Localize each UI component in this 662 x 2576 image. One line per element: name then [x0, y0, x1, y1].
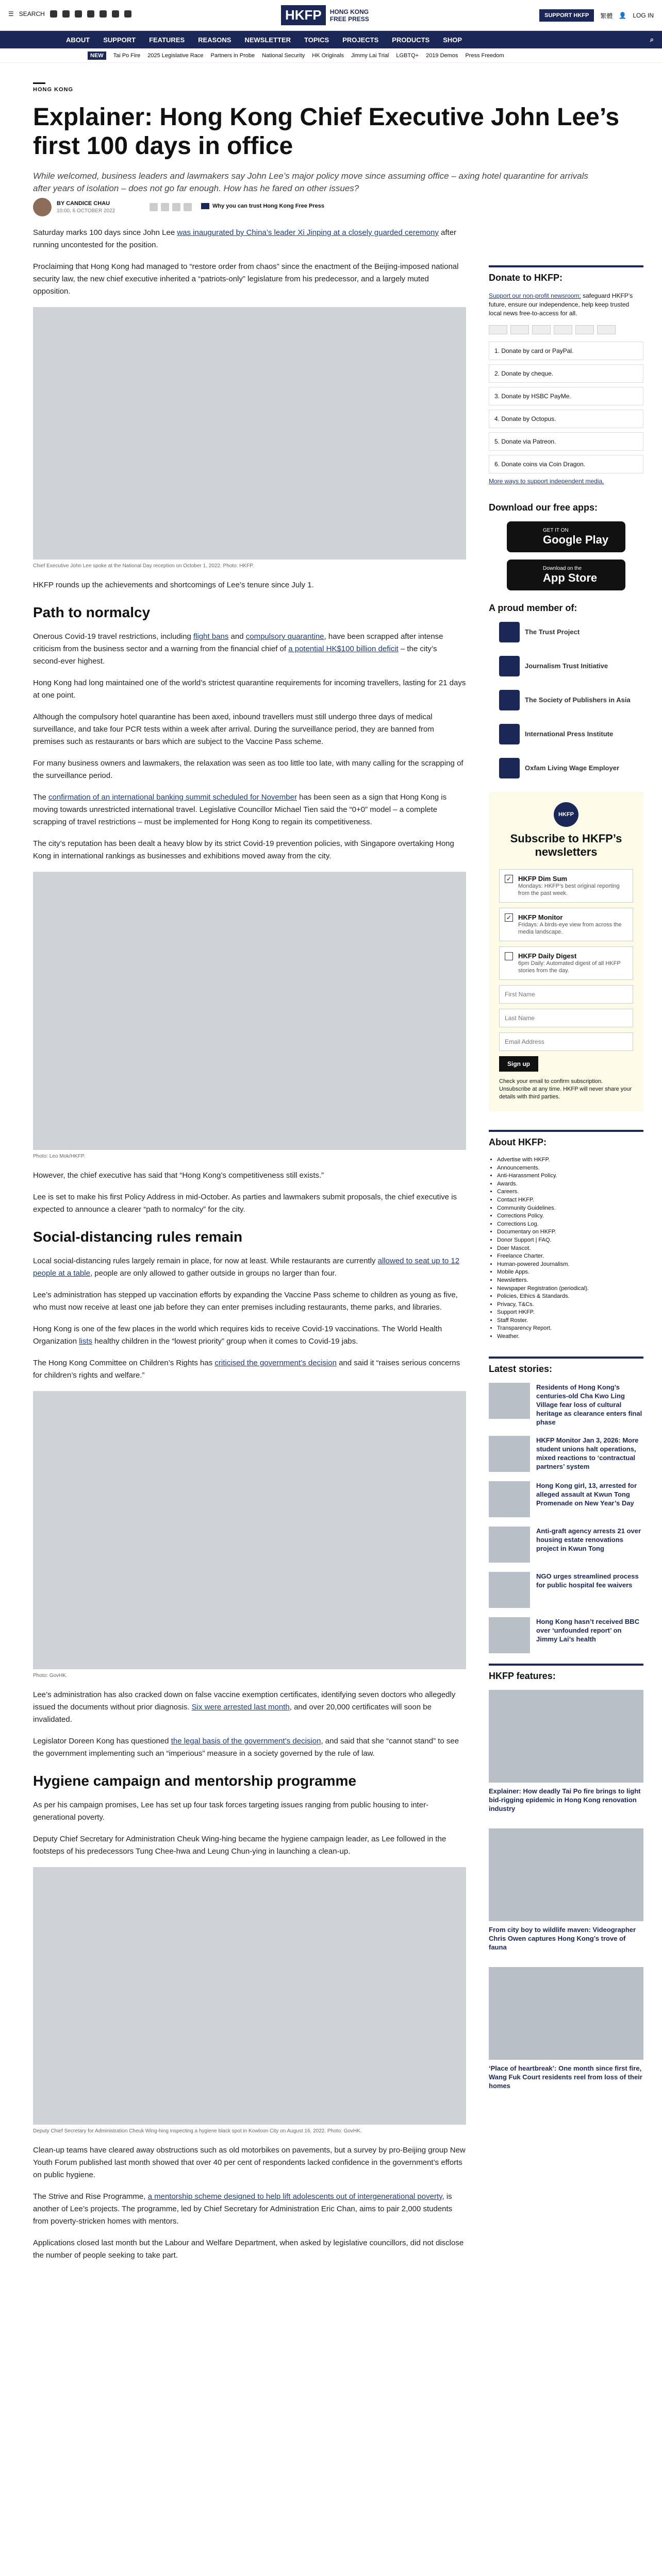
- paragraph: Deputy Chief Secretary for Administration Cheuk Wing-hing became the hygiene campaign leader, as Lee followed in the footsteps of his predecessors Tung Chee-hwa and Leung Chun-ying in launching a clean-up.: [33, 1835, 446, 1856]
- threads-icon[interactable]: [87, 10, 94, 18]
- paragraph: The city’s reputation has been dealt a heavy blow by its strict Covid-19 prevention policies, with Singapore overtaking Hong Kong in international rankings as businesses and exhibitions moved away from the city.: [33, 839, 454, 860]
- about-link[interactable]: • Corrections Log.: [497, 1221, 643, 1229]
- publish-date: 10:00, 6 OCTOBER 2022: [57, 208, 115, 214]
- story-thumbnail[interactable]: [489, 1383, 530, 1419]
- newsletter-option-title: HKFP Daily Digest: [518, 952, 577, 960]
- paragraph: The Hong Kong Committee on Children’s Rights has criticised the government’s decision and said it “raises serious concerns for children’s rights and welfare.”: [33, 1359, 460, 1380]
- about-link[interactable]: • Newspaper Registration (periodical).: [497, 1285, 643, 1293]
- newsletter-title: Subscribe to HKFP’s newsletters: [510, 832, 622, 858]
- trust-link-label: Why you can trust Hong Kong Free Press: [212, 203, 324, 209]
- apps-title: Download our free apps:: [489, 502, 598, 513]
- about-link[interactable]: • Advertise with HKFP.: [497, 1156, 643, 1164]
- ticker-item[interactable]: LGBTQ+: [396, 52, 419, 59]
- photo-caption: Chief Executive John Lee spoke at the National Day reception on October 1, 2022. Photo: HKFP.: [33, 563, 254, 569]
- nav-item-topics[interactable]: TOPICS: [304, 36, 329, 44]
- donate-option[interactable]: 2. Donate by cheque.: [489, 364, 643, 383]
- top-left-tools: [8, 10, 131, 18]
- member-logo[interactable]: [489, 724, 643, 744]
- donate-option[interactable]: 6. Donate coins via Coin Dragon.: [489, 455, 643, 473]
- inline-link[interactable]: compulsory quarantine: [245, 632, 324, 641]
- ticker-item[interactable]: Partners in Probe: [210, 52, 255, 59]
- donate-title: Donate to HKFP:: [489, 273, 562, 283]
- about-link[interactable]: • Human-powered Journalism.: [497, 1261, 643, 1269]
- newsletter-logo: HKFP: [554, 802, 578, 827]
- about-link[interactable]: • Donor Support | FAQ.: [497, 1236, 643, 1245]
- logo-line-2: FREE PRESS: [329, 15, 369, 23]
- nav-item-newsletter[interactable]: NEWSLETTER: [244, 36, 291, 44]
- top-bar: [0, 0, 662, 31]
- feature-title[interactable]: Explainer: How deadly Tai Po fire brings to light bid-rigging epidemic in Hong Kong renovation industry: [489, 1787, 641, 1812]
- newsletter-checkbox[interactable]: [505, 952, 513, 960]
- member-name: Journalism Trust Initiative: [525, 662, 608, 670]
- trust-icon: [201, 203, 209, 209]
- logo-line-1: HONG KONG: [329, 8, 369, 15]
- about-link[interactable]: • Doer Mascot.: [497, 1245, 643, 1253]
- ticker-item[interactable]: HK Originals: [312, 52, 344, 59]
- member-name: The Trust Project: [525, 628, 580, 636]
- donate-text: Support our non-profit newsroom: safeguard HKFP’s future, ensure our independence, help keep trusted local news free-to-access for all.: [489, 292, 633, 317]
- paragraph: Lee’s administration has also cracked down on false vaccine exemption certificates, identifying seven doctors who allegedly issued the documents without prior diagnosis. Six were arrested last month, and over 20,000 certificates will soon be invalidated.: [33, 1690, 456, 1724]
- share-x-icon[interactable]: [161, 203, 169, 211]
- top-right-tools: [539, 9, 654, 22]
- story-thumbnail[interactable]: [489, 1617, 530, 1653]
- ticker-item[interactable]: National Security: [262, 52, 305, 59]
- ticker-item[interactable]: 2025 Legislative Race: [147, 52, 204, 59]
- main-nav: [0, 31, 662, 48]
- features-title: HKFP features:: [489, 1664, 643, 1682]
- ticker-item[interactable]: Press Freedom: [465, 52, 504, 59]
- about-link[interactable]: • Privacy, T&Cs.: [497, 1301, 643, 1309]
- section-rule: [33, 82, 45, 84]
- photo-caption: Photo: GovHK.: [33, 1673, 68, 1679]
- feature-image[interactable]: [489, 1967, 643, 2060]
- share-email-icon[interactable]: [184, 203, 192, 211]
- section-heading: Social-distancing rules remain: [33, 1229, 243, 1245]
- donate-link[interactable]: Support our non-profit newsroom:: [489, 292, 581, 299]
- instagram-icon[interactable]: [75, 10, 82, 18]
- inline-link[interactable]: lists: [79, 1337, 93, 1346]
- newsletter-option-title: HKFP Monitor: [518, 913, 563, 921]
- newsletter-widget: [489, 792, 643, 1111]
- member-logo[interactable]: [489, 622, 643, 642]
- member-logo[interactable]: [489, 690, 643, 710]
- paragraph: Saturday marks 100 days since John Lee was inaugurated by China’s leader Xi Jinping at a closely guarded ceremony after running uncontested for the position.: [33, 228, 457, 249]
- sidebar: [489, 265, 643, 2106]
- byline: [33, 198, 115, 216]
- newsletter-option[interactable]: [499, 908, 633, 941]
- search-link[interactable]: SEARCH: [19, 10, 45, 18]
- section-label[interactable]: HONG KONG: [33, 87, 74, 93]
- facebook-icon[interactable]: [50, 10, 57, 18]
- app-store-badge[interactable]: [507, 560, 625, 590]
- story-thumbnail[interactable]: [489, 1436, 530, 1472]
- x-icon[interactable]: [62, 10, 70, 18]
- story-thumbnail[interactable]: [489, 1572, 530, 1608]
- paragraph: Applications closed last month but the Labour and Welfare Department, when asked by legislative councillors, did not disclose the number of people seeking to take part.: [33, 2239, 464, 2260]
- nav-item-reasons[interactable]: REASONS: [198, 36, 231, 44]
- nav-item-support[interactable]: SUPPORT: [103, 36, 136, 44]
- about-link[interactable]: • Newsletters.: [497, 1277, 643, 1285]
- paragraph: Proclaiming that Hong Kong had managed to “restore order from chaos” since the enactment of the Beijing-imposed national security law, the new chief executive inherited a “patriots-only” legislature from his predecessor, and a largely muted opposition.: [33, 262, 459, 296]
- share-facebook-icon[interactable]: [150, 203, 158, 211]
- newsletter-option-desc: 6pm Daily: Automated digest of all HKFP stories from the day.: [518, 960, 621, 974]
- gplay-big: Google Play: [543, 533, 609, 546]
- about-link[interactable]: • Careers.: [497, 1188, 643, 1196]
- feature-image[interactable]: [489, 1690, 643, 1783]
- share-whatsapp-icon[interactable]: [172, 203, 180, 211]
- member-logos: [489, 622, 643, 778]
- last-name-input[interactable]: [499, 1009, 633, 1027]
- telegram-icon[interactable]: [124, 10, 131, 18]
- paragraph: Hong Kong is one of the few places in the world which requires kids to receive Covid-19 vaccinations. The World Health Organization lists healthy children in the “lowest priority” group when it comes to Covid-19 jabs.: [33, 1325, 442, 1346]
- paragraph: HKFP rounds up the achievements and shortcomings of Lee’s tenure since July 1.: [33, 581, 314, 589]
- newsletter-option-desc: Mondays: HKFP’s best original reporting from the past week.: [518, 883, 620, 896]
- inline-link[interactable]: a potential HK$100 billion deficit: [288, 645, 399, 653]
- story-title[interactable]: Hong Kong hasn’t received BBC over ‘unfounded report’ on Jimmy Lai’s health: [536, 1617, 640, 1643]
- latest-story[interactable]: [489, 1481, 643, 1517]
- newsletter-option[interactable]: [499, 869, 633, 903]
- feature-title[interactable]: ‘Place of heartbreak’: One month since first fire, Wang Fuk Court residents reel from loss of their homes: [489, 2064, 642, 2090]
- inline-link[interactable]: a mentorship scheme designed to help lift adolescents out of intergenerational poverty: [147, 2192, 442, 2201]
- latest-title: Latest stories:: [489, 1357, 643, 1375]
- about-link[interactable]: • Announcements.: [497, 1164, 643, 1173]
- latest-story[interactable]: [489, 1527, 643, 1563]
- mastercard-icon: [510, 325, 529, 334]
- inline-link[interactable]: was inaugurated by China’s leader Xi Jinping at a closely guarded ceremony: [177, 228, 439, 237]
- support-hkfp-button[interactable]: SUPPORT HKFP: [539, 9, 594, 22]
- inline-link[interactable]: Six were arrested last month: [191, 1703, 290, 1711]
- ticker-item[interactable]: Tai Po Fire: [113, 52, 141, 59]
- article-photo: [33, 307, 466, 560]
- about-link[interactable]: • Policies, Ethics & Standards.: [497, 1293, 643, 1301]
- member-logo-icon: [499, 656, 520, 676]
- story-title[interactable]: HKFP Monitor Jan 3, 2026: More student unions halt operations, mixed reactions to ‘contractual partners’ system: [536, 1436, 639, 1470]
- youtube-icon[interactable]: [100, 10, 107, 18]
- paypal-icon: [532, 325, 551, 334]
- first-name-input[interactable]: [499, 985, 633, 1004]
- latest-story[interactable]: [489, 1572, 643, 1608]
- paragraph: Local social-distancing rules largely remain in place, for now at least. While restaurants are currently allowed to seat up to 12 people at a table, people are only allowed to gather outside in groups no larger than four.: [33, 1257, 460, 1278]
- donate-option[interactable]: 4. Donate by Octopus.: [489, 410, 643, 428]
- octopus-icon: [575, 325, 594, 334]
- feature-title[interactable]: From city boy to wildlife maven: Videographer Chris Owen captures Hong Kong’s trove of fauna: [489, 1925, 636, 1951]
- ticker-item[interactable]: 2019 Demos: [426, 52, 458, 59]
- logo-box: HKFP: [281, 5, 326, 25]
- member-name: Oxfam Living Wage Employer: [525, 764, 620, 772]
- story-title[interactable]: Anti-graft agency arrests 21 over housing estate renovations project in Kwun Tong: [536, 1527, 641, 1552]
- member-logo-icon: [499, 724, 520, 744]
- trust-link[interactable]: [201, 203, 324, 209]
- story-title[interactable]: NGO urges streamlined process for public hospital fee waivers: [536, 1572, 639, 1589]
- member-logo-icon: [499, 622, 520, 642]
- feature-image[interactable]: [489, 1828, 643, 1921]
- member-logo[interactable]: [489, 656, 643, 676]
- article-title: Explainer: Hong Kong Chief Executive John Lee’s first 100 days in office: [33, 104, 620, 160]
- about-link[interactable]: • Weather.: [497, 1333, 643, 1341]
- account-icon[interactable]: 👤: [619, 12, 627, 19]
- section-heading: Hygiene campaign and mentorship programme: [33, 1773, 357, 1789]
- paragraph: Hong Kong had long maintained one of the world’s strictest quarantine requirements for incoming travellers, lasting for 21 days at one point.: [33, 679, 466, 700]
- menu-icon[interactable]: ☰: [8, 10, 14, 18]
- nav-item-products[interactable]: PRODUCTS: [392, 36, 430, 44]
- newsletter-options: [499, 869, 633, 980]
- member-name: The Society of Publishers in Asia: [525, 696, 631, 704]
- section-heading: Path to normalcy: [33, 604, 151, 620]
- paragraph: Clean-up teams have cleared away obstructions such as old motorbikes on pavements, but a survey by pro-Beijing group New Youth Forum published last month showed that over 40 per cent of respondents lacked confidence in the government’s efforts on public hygiene.: [33, 2146, 466, 2179]
- newsletter-option[interactable]: [499, 946, 633, 980]
- inline-link[interactable]: criticised the government’s decision: [214, 1359, 337, 1367]
- email-icon[interactable]: [112, 10, 119, 18]
- donate-option[interactable]: 1. Donate by card or PayPal.: [489, 342, 643, 360]
- about-link[interactable]: • Support HKFP.: [497, 1309, 643, 1317]
- member-logo-icon: [499, 758, 520, 778]
- story-title[interactable]: Hong Kong girl, 13, arrested for alleged assault at Kwun Tong Promenade on New Year’s Day: [536, 1481, 637, 1507]
- email-input[interactable]: [499, 1032, 633, 1051]
- share-icons: [150, 203, 192, 211]
- google-play-badge[interactable]: [507, 521, 625, 552]
- newsletter-checkbox[interactable]: ✓: [505, 913, 513, 922]
- author-name[interactable]: BY CANDICE CHAU: [57, 200, 110, 207]
- topic-ticker: [0, 48, 662, 63]
- appstore-big: App Store: [543, 571, 598, 584]
- newsletter-note: Check your email to confirm subscription. Unsubscribe at any time. HKFP will never share your details with third parties.: [499, 1078, 632, 1100]
- nav-search-icon[interactable]: ⌕: [650, 36, 654, 43]
- inline-link[interactable]: confirmation of an international banking summit scheduled for November: [48, 793, 297, 802]
- latest-story[interactable]: [489, 1383, 643, 1427]
- donate-options: [489, 342, 643, 473]
- paragraph: However, the chief executive has said that “Hong Kong’s competitiveness still exists.”: [33, 1171, 324, 1180]
- about-title: About HKFP:: [489, 1130, 643, 1148]
- member-name: International Press Institute: [525, 730, 614, 738]
- nav-item-features[interactable]: FEATURES: [149, 36, 185, 44]
- article-photo: [33, 1391, 466, 1669]
- latest-story[interactable]: [489, 1617, 643, 1653]
- author-avatar: [33, 198, 52, 216]
- about-link[interactable]: • Contact HKFP.: [497, 1196, 643, 1205]
- about-link[interactable]: • Awards.: [497, 1180, 643, 1189]
- member-title: A proud member of:: [489, 603, 577, 613]
- about-link[interactable]: • Transparency Report.: [497, 1325, 643, 1333]
- ticker-item[interactable]: Jimmy Lai Trial: [351, 52, 389, 59]
- logo-text: [330, 8, 369, 23]
- photo-caption: Deputy Chief Secretary for Administration Cheuk Wing-hing inspecting a hygiene black spot in Kowloon City on August 16, 2022. Photo: GovHK.: [33, 2128, 362, 2134]
- paragraph: Lee is set to make his first Policy Address in mid-October. As parties and lawmakers submit proposals, the chief executive is expected to announce a clearer “path to normalcy” for the city.: [33, 1193, 457, 1214]
- inline-link[interactable]: allowed to seat up to 12 people at a table: [33, 1257, 460, 1278]
- photo-caption: Photo: Leo Mok/HKFP.: [33, 1154, 85, 1159]
- paragraph: Lee’s administration has stepped up vaccination efforts by expanding the Vaccine Pass scheme to children as young as five, who must now receive at least one jab before they can enter premises including restaurants, theme parks, and libraries.: [33, 1291, 458, 1312]
- about-link[interactable]: • Documentary on HKFP.: [497, 1228, 643, 1236]
- newsletter-option-title: HKFP Dim Sum: [518, 875, 568, 883]
- latest-story[interactable]: [489, 1436, 643, 1472]
- newsletter-checkbox[interactable]: ✓: [505, 875, 513, 883]
- gplay-small: GET IT ON: [543, 527, 569, 533]
- nav-item-shop[interactable]: SHOP: [443, 36, 462, 44]
- nav-item-about[interactable]: ABOUT: [66, 36, 90, 44]
- newsletter-option-desc: Fridays: A birds-eye view from across the media landscape.: [518, 922, 622, 935]
- payme-icon: [554, 325, 572, 334]
- story-thumbnail[interactable]: [489, 1527, 530, 1563]
- about-link[interactable]: • Anti-Harassment Policy.: [497, 1172, 643, 1180]
- paragraph: Legislator Doreen Kong has questioned the legal basis of the government’s decision, and said that she “cannot stand” to see the government implementing such an “imperious” measure in a society governed by the rule of law.: [33, 1737, 459, 1758]
- payment-logos: [489, 325, 643, 334]
- appstore-small: Download on the: [543, 565, 582, 571]
- member-logo[interactable]: [489, 758, 643, 778]
- login-link[interactable]: LOG IN: [633, 12, 654, 19]
- inline-link[interactable]: the legal basis of the government’s decision: [171, 1737, 321, 1745]
- new-badge: NEW: [88, 52, 106, 60]
- paragraph: The confirmation of an international banking summit scheduled for November has been seen as a sign that Hong Kong is moving towards unrestricted international travel. Legislative Councillor Michael Tien said the “0+0” model – a complete scrapping of travel restrictions – must be implemented for Hong Kong to regain its competitiveness.: [33, 793, 447, 826]
- about-link[interactable]: • Corrections Policy.: [497, 1212, 643, 1221]
- more-ways-link[interactable]: More ways to support independent media.: [489, 478, 604, 485]
- site-logo[interactable]: [281, 5, 369, 25]
- story-title[interactable]: Residents of Hong Kong’s centuries-old Cha Kwo Ling Village fear loss of cultural heritage as clearance enters final phase: [536, 1383, 642, 1426]
- features-list: [489, 1690, 643, 2090]
- signup-button[interactable]: Sign up: [499, 1056, 538, 1072]
- donate-option[interactable]: 5. Donate via Patreon.: [489, 432, 643, 451]
- about-list: [489, 1156, 643, 1341]
- latest-stories: [489, 1383, 643, 1653]
- article-body: [33, 227, 466, 2271]
- story-thumbnail[interactable]: [489, 1481, 530, 1517]
- donate-option[interactable]: 3. Donate by HSBC PayMe.: [489, 387, 643, 405]
- paragraph: As per his campaign promises, Lee has set up four task forces targeting issues ranging from public housing to inter-generational poverty.: [33, 1801, 429, 1822]
- about-link[interactable]: • Community Guidelines.: [497, 1205, 643, 1213]
- member-logo-icon: [499, 690, 520, 710]
- language-link[interactable]: 繁體: [600, 12, 613, 20]
- donate-widget: [489, 265, 643, 502]
- paragraph: Onerous Covid-19 travel restrictions, including flight bans and compulsory quarantine, have been scrapped after intense criticism from the business sector and a warning from the financial chief of a potential HK$100 billion deficit – the city’s second-ever highest.: [33, 632, 443, 666]
- paragraph: The Strive and Rise Programme, a mentorship scheme designed to help lift adolescents out of intergenerational poverty, is another of Lee’s projects. The programme, led by Chief Secretary for Administration Eric Chan, aims to pair 2,000 students from poverty-stricken homes with mentors.: [33, 2192, 453, 2226]
- article-photo: [33, 872, 466, 1150]
- inline-link[interactable]: flight bans: [193, 632, 229, 641]
- patreon-icon: [597, 325, 616, 334]
- article-photo: [33, 1867, 466, 2125]
- nav-item-projects[interactable]: PROJECTS: [342, 36, 379, 44]
- visa-icon: [489, 325, 507, 334]
- paragraph: Although the compulsory hotel quarantine has been axed, inbound travellers must still undergo three days of medical surveillance, and take four PCR tests within a week after arrival. During the surveillance period, they are banned from premises such as restaurants or bars which are subject to the Vaccine Pass scheme.: [33, 713, 434, 746]
- about-link[interactable]: • Freelance Charter.: [497, 1252, 643, 1261]
- about-link[interactable]: • Staff Roster.: [497, 1317, 643, 1325]
- article-subtitle: While welcomed, business leaders and lawmakers say John Lee’s major policy move since assuming office – axing hotel quarantine for arrivals after years of isolation – does not go far enough. How has he fared on other issues?: [33, 171, 588, 193]
- paragraph: For many business owners and lawmakers, the relaxation was seen as too little too late, with many calling for the scrapping of the surveillance period.: [33, 759, 464, 780]
- about-link[interactable]: • Mobile Apps.: [497, 1268, 643, 1277]
